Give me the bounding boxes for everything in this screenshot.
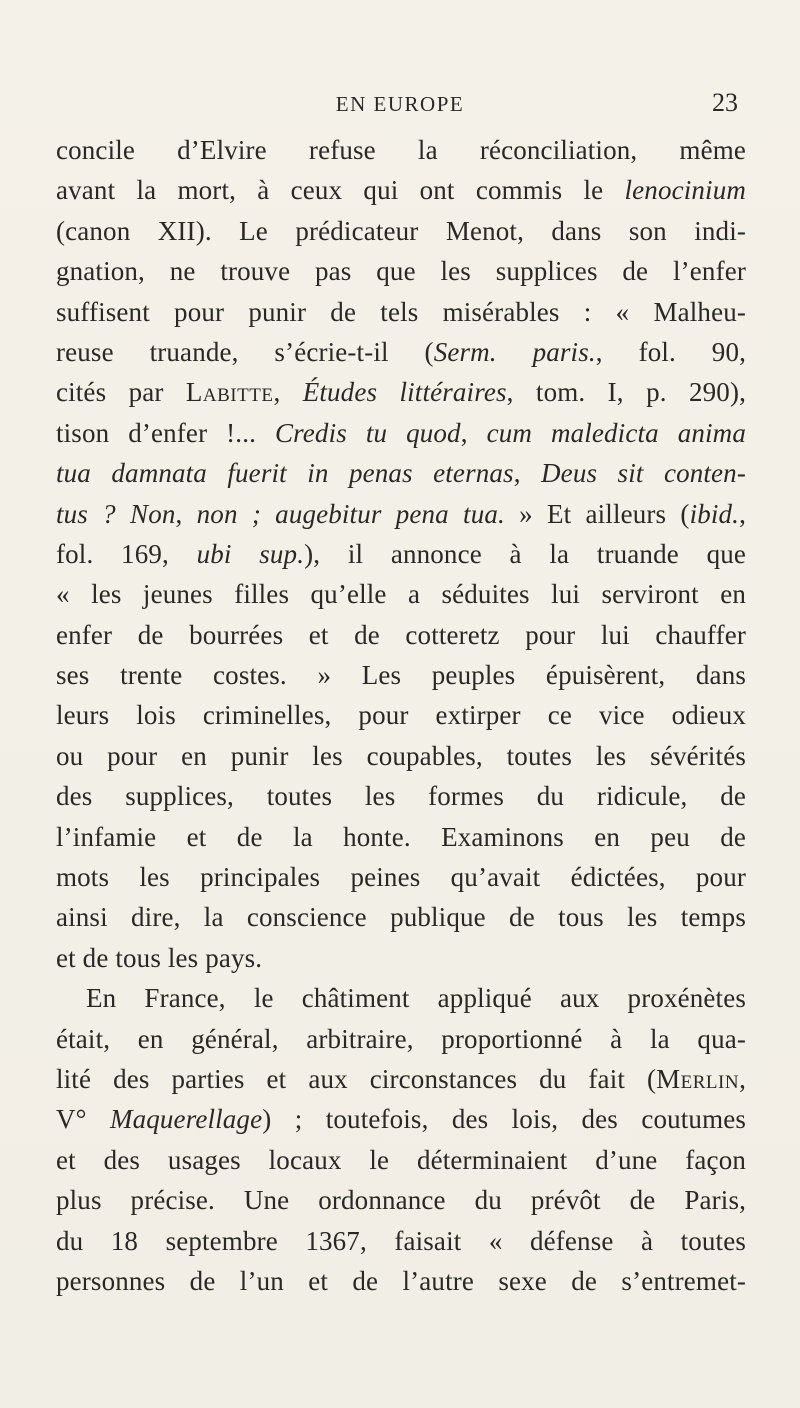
text-segment: du 18 septembre 1367, faisait « défense à toutes <box>56 1225 746 1256</box>
italic-text: cum maledicta anima <box>486 417 746 448</box>
text-line <box>56 736 746 776</box>
text-segment: des supplices, toutes les formes du ridicule, de <box>56 781 746 812</box>
text-line <box>56 978 746 1018</box>
text-segment: fol. 169, <box>56 538 197 569</box>
text-line <box>56 130 746 170</box>
text-line <box>56 615 746 655</box>
italic-text: ubi sup. <box>196 538 305 569</box>
text-segment: mots les principales peines qu’avait édictées, pour <box>56 862 746 893</box>
running-head <box>0 88 800 122</box>
text-segment: reuse truande, s’écrie-t-il ( <box>56 336 434 367</box>
text-segment: leurs lois criminelles, pour extirper ce vice odieux <box>56 700 746 731</box>
text-line <box>56 534 746 574</box>
text-line <box>56 938 746 978</box>
text-line <box>56 372 746 412</box>
text-segment: avant la mort, à ceux qui ont commis le <box>56 175 625 206</box>
text-line <box>56 857 746 897</box>
italic-text: ibid. <box>689 498 740 529</box>
text-segment: tison d’enfer !... <box>56 417 275 448</box>
text-segment: ) ; toutefois, des lois, des coutumes <box>262 1104 747 1135</box>
body-text <box>56 130 746 1301</box>
italic-text: Serm. paris. <box>433 336 596 367</box>
text-segment: était, en général, arbitraire, proportionné à la qua- <box>56 1023 746 1054</box>
italic-text: Deus sit conten- <box>541 458 746 489</box>
text-line <box>56 1099 746 1139</box>
text-segment: , <box>739 1063 746 1094</box>
text-line <box>56 1261 746 1301</box>
text-line <box>56 292 746 332</box>
italic-text: non ; augebitur pena tua. <box>196 498 505 529</box>
italic-text: lenocinium <box>624 175 746 206</box>
text-segment: concile d’Elvire refuse la réconciliation, même <box>56 135 746 165</box>
text-segment: et de tous les pays. <box>56 942 263 973</box>
text-line <box>56 574 746 614</box>
text-segment: , fol. 90, <box>595 336 747 367</box>
italic-text: tua damnata fuerit in penas eternas <box>56 458 514 489</box>
text-segment: ), il annonce à la truande que <box>304 538 746 569</box>
text-line <box>56 332 746 372</box>
italic-text: Études littéraires <box>302 377 507 408</box>
text-line <box>56 1180 746 1220</box>
text-segment: « les jeunes filles qu’elle a séduites lui serviront en <box>56 579 746 610</box>
text-line <box>56 695 746 735</box>
text-line <box>56 1140 746 1180</box>
text-line <box>56 211 746 251</box>
text-segment: » Et ailleurs ( <box>504 498 690 529</box>
text-line <box>56 251 746 291</box>
text-segment: , tom. I, p. 290), <box>506 377 746 408</box>
text-line <box>56 413 746 453</box>
text-line <box>56 1059 746 1099</box>
text-segment: ses trente costes. » Les peuples épuisèrent, dans <box>56 660 746 691</box>
small-caps-name: Labitte <box>185 377 274 408</box>
text-segment: , <box>273 377 303 408</box>
text-segment: V° <box>56 1104 110 1135</box>
text-line <box>56 494 746 534</box>
text-segment: ainsi dire, la conscience publique de tous les temps <box>56 902 746 933</box>
text-line <box>56 776 746 816</box>
text-segment: ou pour en punir les coupables, toutes les sévérités <box>56 740 746 771</box>
text-segment: , <box>513 458 542 489</box>
text-segment: enfer de bourrées et de cotteretz pour lui chauffer <box>56 619 746 650</box>
italic-text: Maquerellage <box>109 1104 263 1135</box>
text-line <box>56 1221 746 1261</box>
text-line <box>56 897 746 937</box>
text-line <box>56 170 746 210</box>
text-segment: plus précise. Une ordonnance du prévôt de Paris, <box>56 1185 746 1216</box>
page-number: 23 <box>712 88 738 117</box>
text-segment: (canon XII). Le prédicateur Menot, dans son indi- <box>56 215 746 246</box>
italic-text: tus ? Non <box>56 498 176 529</box>
small-caps-name: Merlin <box>656 1063 740 1094</box>
text-segment: En France, le châtiment appliqué aux proxénètes <box>86 983 746 1014</box>
text-segment: personnes de l’un et de l’autre sexe de s’entremet- <box>56 1265 746 1296</box>
text-segment: , <box>460 417 487 448</box>
italic-text: Credis tu quod <box>274 417 461 448</box>
text-line <box>56 817 746 857</box>
text-segment: l’infamie et de la honte. Examinons en peu de <box>56 821 746 852</box>
text-segment: gnation, ne trouve pas que les supplices de l’enfer <box>56 256 746 287</box>
text-segment: , <box>739 498 746 529</box>
running-title: EN EUROPE <box>335 92 465 116</box>
text-segment: et des usages locaux le déterminaient d’une façon <box>56 1144 746 1175</box>
text-segment: cités par <box>56 377 186 408</box>
text-line <box>56 655 746 695</box>
text-line <box>56 1019 746 1059</box>
text-segment: suffisent pour punir de tels misérables : « Malheu- <box>56 296 746 327</box>
text-segment: lité des parties et aux circonstances du fait ( <box>56 1063 657 1094</box>
text-segment: , <box>175 498 197 529</box>
text-line <box>56 453 746 493</box>
